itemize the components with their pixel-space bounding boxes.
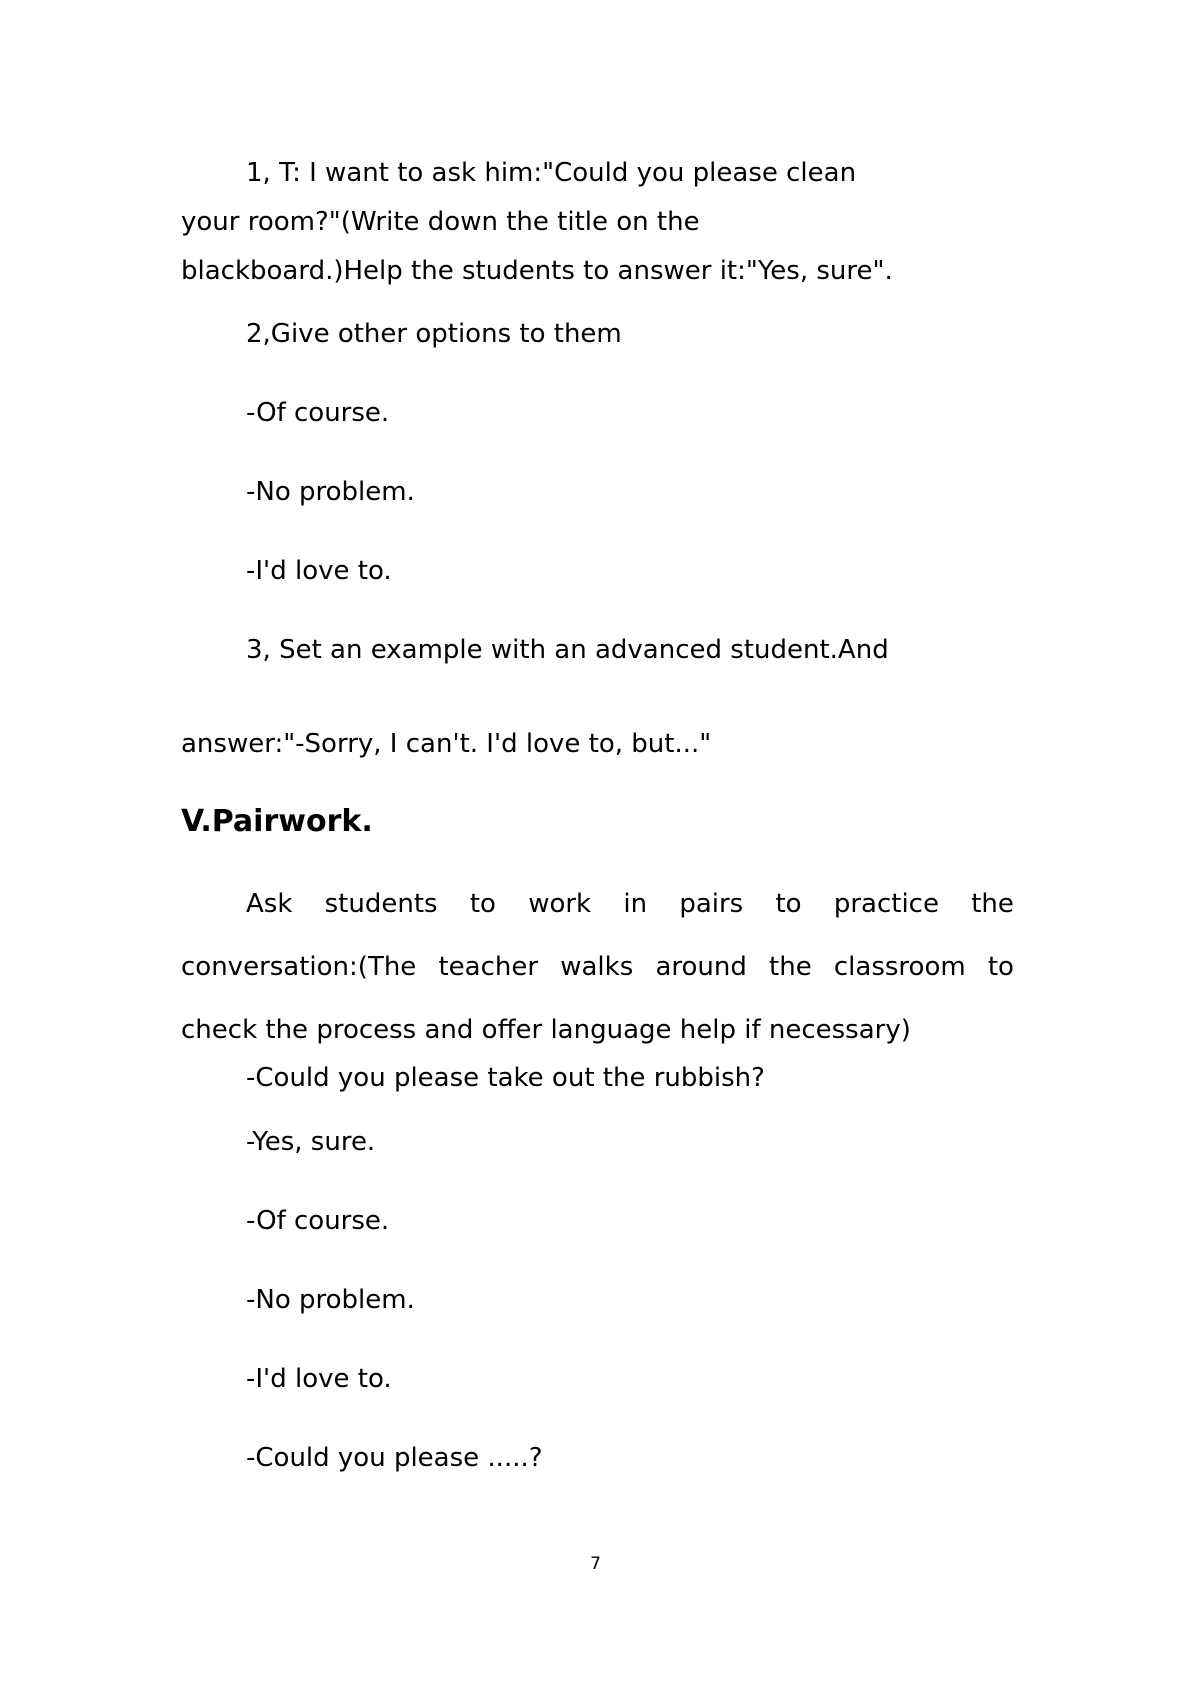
- paragraph-1-line-1: 1, T: I want to ask him:"Could you please clean: [246, 158, 857, 188]
- dialogue-line: -Of course.: [246, 1206, 390, 1236]
- paragraph-2: 2,Give other options to them: [246, 319, 622, 349]
- word: to: [987, 952, 1014, 982]
- word: to: [469, 889, 496, 919]
- word: to: [775, 889, 802, 919]
- paragraph-1-line-2: your room?"(Write down the title on the: [181, 207, 700, 237]
- pairwork-paragraph-line-2: [181, 951, 1014, 983]
- word: in: [623, 889, 648, 919]
- word: pairs: [679, 889, 744, 919]
- dialogue-line: -Yes, sure.: [246, 1127, 376, 1157]
- page-number: 7: [590, 1554, 601, 1574]
- pairwork-paragraph-line-3: check the process and offer language help if necessary): [181, 1015, 911, 1045]
- section-heading: V.Pairwork.: [181, 804, 373, 839]
- option-item: -I'd love to.: [246, 556, 392, 586]
- option-item: -Of course.: [246, 398, 390, 428]
- word: walks: [560, 952, 634, 982]
- word: practice: [833, 889, 939, 919]
- dialogue-line: -Could you please .....?: [246, 1443, 543, 1473]
- option-item: -No problem.: [246, 477, 415, 507]
- paragraph-3-line-2: answer:"-Sorry, I can't. I'd love to, but...": [181, 729, 712, 759]
- paragraph-1-line-3: blackboard.)Help the students to answer it:"Yes, sure".: [181, 256, 893, 286]
- word: conversation:(The: [181, 952, 417, 982]
- dialogue-line: -Could you please take out the rubbish?: [246, 1063, 765, 1093]
- word: Ask: [246, 889, 293, 919]
- word: students: [324, 889, 438, 919]
- word: classroom: [833, 952, 966, 982]
- word: the: [769, 952, 812, 982]
- dialogue-line: -No problem.: [246, 1285, 415, 1315]
- dialogue-line: -I'd love to.: [246, 1364, 392, 1394]
- word: around: [655, 952, 747, 982]
- paragraph-3-line-1: 3, Set an example with an advanced student.And: [246, 635, 889, 665]
- word: the: [971, 889, 1014, 919]
- pairwork-paragraph-line-1: [246, 888, 1014, 920]
- word: work: [528, 889, 592, 919]
- word: teacher: [438, 952, 539, 982]
